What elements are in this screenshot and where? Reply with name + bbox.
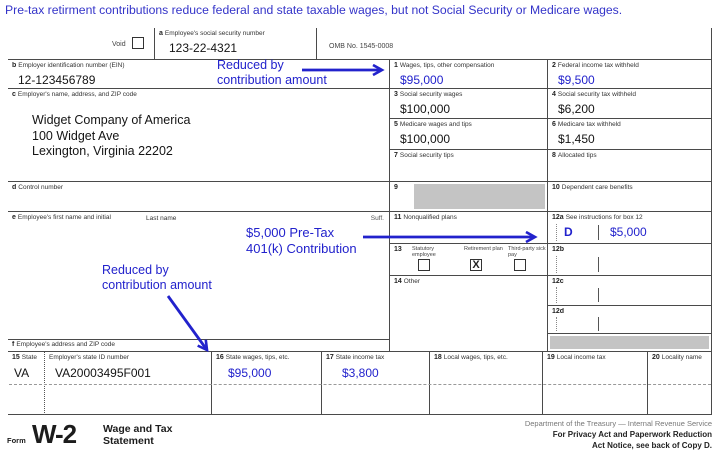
employer-label: Employer's name, address, and ZIP code bbox=[17, 91, 137, 98]
employer-letter: c bbox=[12, 91, 16, 98]
box2-value: $9,500 bbox=[558, 73, 595, 87]
box8-label: Allocated tips bbox=[557, 152, 597, 159]
box12-shaded-strip bbox=[548, 334, 712, 352]
box12d-code-dots bbox=[556, 317, 557, 331]
box7-label: Social security tips bbox=[399, 152, 454, 159]
reduced-by-annotation-top bbox=[217, 58, 327, 87]
box8-cell bbox=[548, 150, 712, 182]
ein-label: Employer identification number (EIN) bbox=[18, 62, 125, 69]
state-id-value: VA20003495F001 bbox=[55, 366, 151, 380]
box2-number: 2 bbox=[552, 62, 556, 69]
void-cell bbox=[8, 28, 155, 60]
box3-number: 3 bbox=[394, 91, 398, 98]
box14-cell bbox=[390, 276, 548, 352]
statutory-employee-checkbox[interactable] bbox=[418, 259, 430, 271]
pretax-annotation-line2: 401(k) Contribution bbox=[246, 240, 357, 256]
box13-cell bbox=[390, 244, 548, 276]
box6-number: 6 bbox=[552, 121, 556, 128]
form-word: Form bbox=[7, 436, 26, 445]
box7-cell bbox=[390, 150, 548, 182]
box1-cell bbox=[390, 60, 548, 89]
employee-letter: e bbox=[12, 214, 16, 221]
box14-number: 14 bbox=[394, 278, 402, 285]
box14-label: Other bbox=[403, 278, 421, 285]
employee-address-cell bbox=[8, 340, 390, 352]
box4-label: Social security tax withheld bbox=[557, 91, 636, 98]
box13-number: 13 bbox=[394, 246, 402, 253]
box12a-code: D bbox=[564, 225, 573, 239]
box9-cell bbox=[390, 182, 548, 212]
box20-number: 20 bbox=[652, 354, 660, 361]
form-title-line2: Statement bbox=[103, 434, 154, 447]
box12a-value: $5,000 bbox=[610, 225, 647, 239]
pretax-note: Pre-tax retirment contributions reduce federal and state taxable wages, but not Social Security or Medicare wages. bbox=[5, 3, 623, 17]
box18-label: Local wages, tips, etc. bbox=[443, 354, 508, 361]
form-title bbox=[103, 424, 172, 447]
box12d-cell bbox=[548, 306, 712, 334]
form-number-logo: W-2 bbox=[32, 419, 77, 449]
reduced-by-bottom-line2: contribution amount bbox=[102, 277, 212, 292]
box5-label: Medicare wages and tips bbox=[399, 121, 472, 128]
employee-suffix-label: Suff. bbox=[370, 215, 384, 222]
employer-street: 100 Widget Ave bbox=[32, 128, 120, 143]
box8-number: 8 bbox=[552, 152, 556, 159]
box2-label: Federal income tax withheld bbox=[557, 62, 639, 69]
void-checkbox[interactable] bbox=[132, 37, 144, 49]
box3-value: $100,000 bbox=[400, 102, 451, 116]
box12c-code-dots bbox=[556, 287, 557, 303]
box12c-cell bbox=[548, 276, 712, 306]
box11-cell bbox=[390, 212, 548, 244]
reduced-by-annotation-bottom bbox=[102, 263, 212, 292]
box18-number: 18 bbox=[434, 354, 442, 361]
box3-cell bbox=[390, 89, 548, 119]
box1-value: $95,000 bbox=[400, 73, 444, 87]
ssn-letter: a bbox=[159, 30, 163, 37]
box4-cell bbox=[548, 89, 712, 119]
box12a-cell bbox=[548, 212, 712, 244]
box15-value: VA bbox=[14, 366, 30, 380]
box4-number: 4 bbox=[552, 91, 556, 98]
box12b-divider bbox=[598, 257, 599, 272]
omb-cell bbox=[317, 28, 712, 60]
reduced-by-bottom-line1: Reduced by bbox=[102, 263, 169, 277]
box6-value: $1,450 bbox=[558, 132, 595, 146]
box16-label: State wages, tips, etc. bbox=[225, 354, 290, 361]
statutory-employee-label: Statutory employee bbox=[412, 246, 436, 258]
box17-label: State income tax bbox=[335, 354, 385, 361]
box12a-divider bbox=[598, 225, 599, 240]
box4-value: $6,200 bbox=[558, 102, 595, 116]
box12b-number: 12b bbox=[552, 246, 565, 253]
box12-shaded-fill bbox=[550, 336, 709, 349]
box11-label: Nonqualified plans bbox=[403, 214, 457, 221]
pretax-annotation-line1: $5,000 Pre-Tax bbox=[246, 225, 335, 240]
box17-number: 17 bbox=[326, 354, 334, 361]
privacy-notice-line1: For Privacy Act and Paperwork Reduction bbox=[552, 430, 712, 439]
employer-name: Widget Company of America bbox=[32, 113, 191, 127]
ssn-cell bbox=[155, 28, 317, 60]
box12a-number: 12a bbox=[552, 214, 564, 221]
thirdparty-sickpay-checkbox[interactable] bbox=[514, 259, 526, 271]
box5-cell bbox=[390, 119, 548, 150]
box12b-code-dots bbox=[556, 256, 557, 273]
box15-number: 15 bbox=[12, 354, 20, 361]
state-row-dashed-divider bbox=[9, 384, 711, 385]
retirement-plan-label: Retirement plan bbox=[464, 246, 503, 252]
employer-city: Lexington, Virginia 22202 bbox=[32, 144, 173, 158]
box5-value: $100,000 bbox=[400, 132, 451, 146]
box12c-number: 12c bbox=[552, 278, 564, 285]
box12a-code-dots bbox=[556, 224, 557, 241]
privacy-act-notice bbox=[553, 430, 712, 451]
address-label: Employee's address and ZIP code bbox=[16, 341, 116, 348]
address-letter: f bbox=[12, 341, 15, 348]
retirement-plan-checkbox[interactable] bbox=[470, 259, 482, 271]
void-label: Void bbox=[112, 41, 126, 48]
box1-label: Wages, tips, other compensation bbox=[399, 62, 495, 69]
box9-number: 9 bbox=[394, 184, 398, 191]
box7-number: 7 bbox=[394, 152, 398, 159]
box10-cell bbox=[548, 182, 712, 212]
box12d-number: 12d bbox=[552, 308, 565, 315]
box19-label: Local income tax bbox=[556, 354, 606, 361]
box19-number: 19 bbox=[547, 354, 555, 361]
privacy-notice-line2: Act Notice, see back of Copy D. bbox=[591, 440, 712, 450]
control-label: Control number bbox=[18, 184, 64, 191]
box12a-label: See instructions for box 12 bbox=[565, 214, 643, 221]
form-title-line1: Wage and Tax bbox=[103, 423, 173, 435]
reduced-by-top-line2: contribution amount bbox=[217, 72, 327, 87]
control-number-cell bbox=[8, 182, 390, 212]
omb-label: OMB No. 1545-0008 bbox=[329, 43, 394, 50]
box20-label: Locality name bbox=[661, 354, 702, 361]
retirement-plan-checkmark: X bbox=[472, 259, 480, 271]
box17-value: $3,800 bbox=[342, 366, 379, 380]
box10-label: Dependent care benefits bbox=[561, 184, 633, 191]
control-letter: d bbox=[12, 184, 17, 191]
box12d-divider bbox=[598, 317, 599, 331]
reduced-by-top-line1: Reduced by bbox=[217, 58, 284, 72]
box5-number: 5 bbox=[394, 121, 398, 128]
employer-cell bbox=[8, 89, 390, 182]
employee-last-label: Last name bbox=[146, 215, 177, 222]
box6-cell bbox=[548, 119, 712, 150]
box10-number: 10 bbox=[552, 184, 560, 191]
box12b-cell bbox=[548, 244, 712, 276]
box9-shaded-area bbox=[414, 184, 545, 209]
employer-address bbox=[32, 113, 190, 160]
box3-label: Social security wages bbox=[399, 91, 463, 98]
box1-number: 1 bbox=[394, 62, 398, 69]
box15-label: State bbox=[21, 354, 37, 361]
treasury-dept-text: Department of the Treasury — Internal Revenue Service bbox=[524, 419, 712, 428]
employee-first-label: Employee's first name and initial bbox=[17, 214, 111, 221]
ssn-label: Employee's social security number bbox=[164, 30, 265, 37]
box16-number: 16 bbox=[216, 354, 224, 361]
box16-value: $95,000 bbox=[228, 366, 272, 380]
ein-cell bbox=[8, 60, 390, 89]
ein-value: 12-123456789 bbox=[18, 73, 96, 87]
box11-number: 11 bbox=[394, 214, 402, 221]
ssn-value: 123-22-4321 bbox=[169, 41, 238, 55]
state-id-label: Employer's state ID number bbox=[49, 354, 129, 361]
box6-label: Medicare tax withheld bbox=[557, 121, 621, 128]
ein-letter: b bbox=[12, 62, 17, 69]
pretax-401k-annotation bbox=[246, 225, 357, 256]
box2-cell bbox=[548, 60, 712, 89]
box12c-divider bbox=[598, 288, 599, 302]
thirdparty-sickpay-label: Third-party sick pay bbox=[508, 246, 546, 258]
